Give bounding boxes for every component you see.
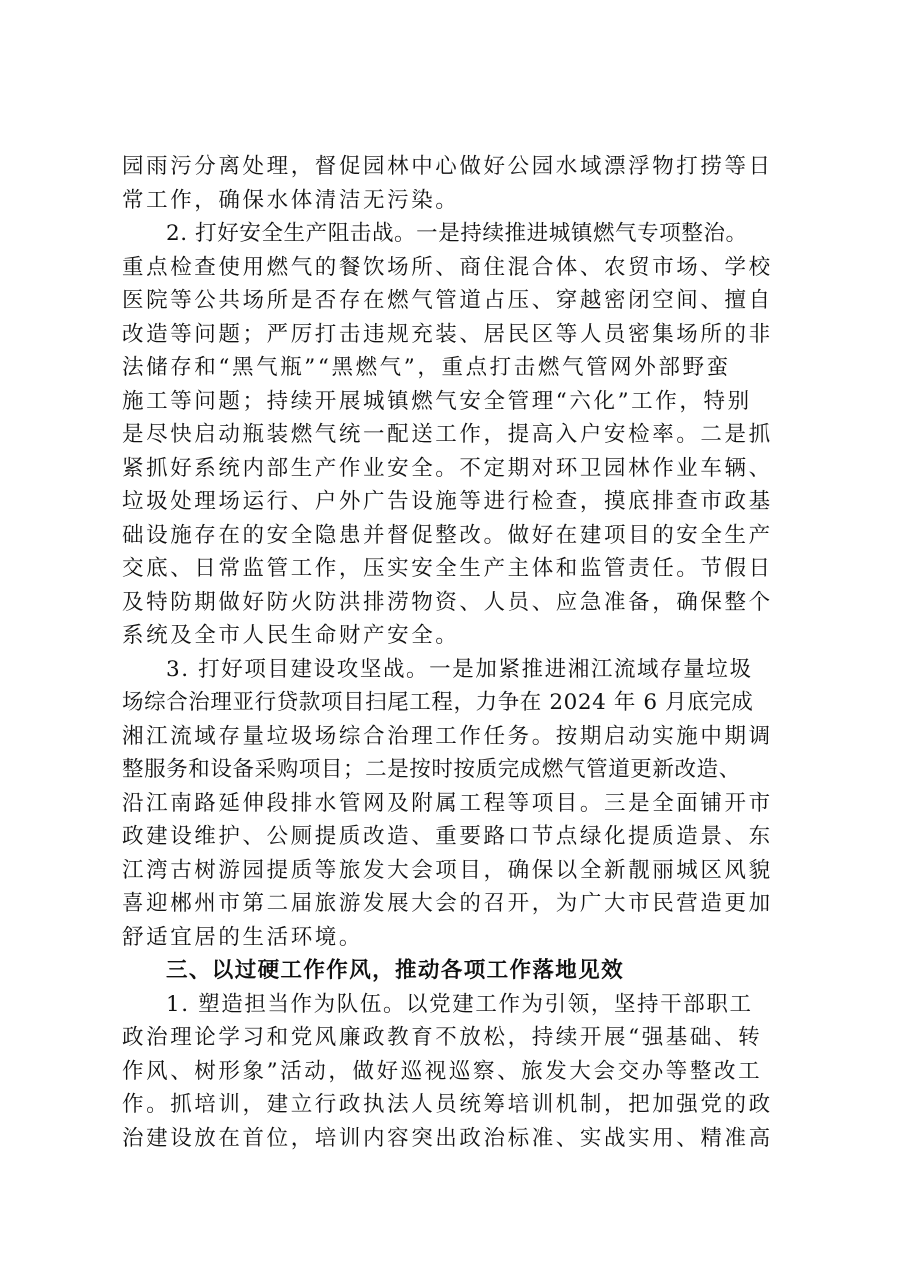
text-line: 舒适宜居的生活环境。 <box>122 924 364 950</box>
text-line: 医院等公共场所是否存在燃气管道占压、穿越密闭空间、擅自 <box>122 288 773 313</box>
text-line: 作风、树形象”活动，做好巡视巡察、旅发大会交办等整改工 <box>122 1058 763 1084</box>
paragraph-start-line: 2. 打好安全生产阻击战。一是持续推进城镇燃气专项整治。 <box>166 221 748 246</box>
text-line: 法储存和“黑气瓶”“黑燃气”，重点打击燃气管网外部野蛮 <box>122 355 731 380</box>
text-line: 重点检查使用燃气的餐饮场所、商住混合体、农贸市场、学校 <box>122 254 773 280</box>
text-line: 沿江南路延伸段排水管网及附属工程等项目。三是全面铺开市 <box>122 790 773 816</box>
text-line: 场综合治理亚行贷款项目扫尾工程，力争在 2024 年 6 月底完成 <box>122 690 754 715</box>
text-line: 紧抓好系统内部生产作业安全。不定期对环卫园林作业车辆、 <box>122 455 773 481</box>
text-line: 政治理论学习和党风廉政教育不放松，持续开展“强基础、转 <box>122 1025 763 1050</box>
text-line: 湘江流域存量垃圾场综合治理工作任务。按期启动实施中期调 <box>122 723 773 749</box>
text-line: 垃圾处理场运行、户外广告设施等进行检查，摸底排查市政基 <box>122 489 773 514</box>
text-line: 常工作，确保水体清洁无污染。 <box>122 187 460 213</box>
text-line: 整服务和设备采购项目；二是按时按质完成燃气管道更新改造、 <box>122 757 741 782</box>
text-line: 政建设维护、公厕提质改造、重要路口节点绿化提质造景、东 <box>122 824 773 849</box>
document-body <box>122 150 802 1155</box>
text-line: 及特防期做好防火防洪排涝物资、人员、应急准备，确保整个 <box>122 589 773 615</box>
text-line: 改造等问题；严厉打击违规充装、居民区等人员密集场所的非 <box>122 321 773 347</box>
text-line: 施工等问题；持续开展城镇燃气安全管理“六化”工作，特别 <box>122 388 752 414</box>
text-line: 交底、日常监管工作，压实安全生产主体和监管责任。节假日 <box>122 556 773 581</box>
text-line: 园雨污分离处理，督促园林中心做好公园水域漂浮物打捞等日 <box>122 154 773 179</box>
paragraph-start-line: 1. 塑造担当作为队伍。以党建工作为引领，坚持干部职工 <box>166 991 753 1017</box>
text-line: 江湾古树游园提质等旅发大会项目，确保以全新靓丽城区风貌 <box>122 857 773 883</box>
section-heading: 三、以过硬工作作风，推动各项工作落地见效 <box>166 958 625 983</box>
text-line: 系统及全市人民生命财产安全。 <box>122 623 460 648</box>
text-line: 作。抓培训，建立行政执法人员统筹培训机制，把加强党的政 <box>122 1092 773 1117</box>
paragraph-start-line: 3. 打好项目建设攻坚战。一是加紧推进湘江流域存量垃圾 <box>166 656 753 682</box>
text-line: 是尽快启动瓶装燃气统一配送工作，提高入户安检率。二是抓 <box>122 422 773 447</box>
text-line: 础设施存在的安全隐患并督促整改。做好在建项目的安全生产 <box>122 522 773 548</box>
text-line: 治建设放在首位，培训内容突出政治标准、实战实用、精准高 <box>122 1125 773 1151</box>
text-line: 喜迎郴州市第二届旅游发展大会的召开，为广大市民营造更加 <box>122 891 773 916</box>
